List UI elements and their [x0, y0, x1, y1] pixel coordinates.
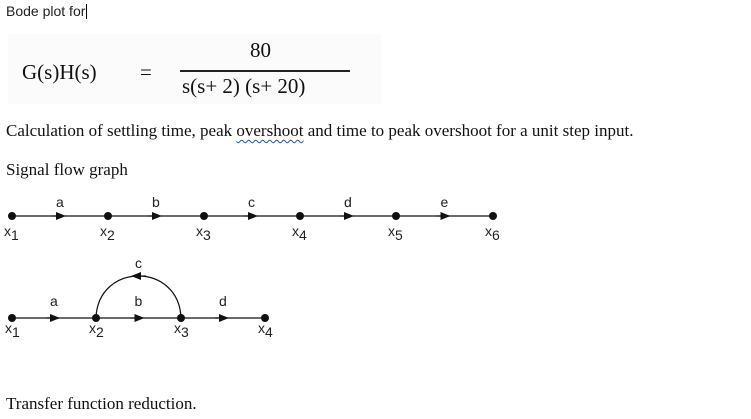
sfg-heading: Signal flow graph	[6, 160, 128, 179]
loop-label: c	[135, 255, 142, 271]
node-label: x3	[196, 223, 211, 243]
node-label: x1	[5, 320, 20, 340]
node-label: x3	[174, 320, 189, 340]
transfer-heading: Transfer function reduction.	[6, 394, 197, 413]
branch-label: d	[344, 194, 352, 210]
graph-node	[8, 212, 16, 220]
branch-label: e	[440, 194, 449, 210]
branch-label: d	[219, 293, 227, 309]
formula-lhs: G(s)H(s)	[22, 60, 97, 84]
formula-equals: =	[140, 60, 152, 84]
branch-label: b	[134, 293, 143, 309]
node-label: x2	[89, 320, 104, 340]
formula-denominator: s(s+ 2) (s+ 20)	[182, 74, 306, 98]
graph-node	[296, 212, 304, 220]
graph-node	[392, 212, 400, 220]
node-label: x4	[258, 320, 273, 340]
signal-flow-graph-1	[4, 194, 500, 243]
formula-numerator: 80	[250, 38, 271, 62]
graph-node	[104, 212, 112, 220]
graph-node	[200, 212, 208, 220]
calc-text-after: and time to peak overshoot for a unit step input.	[303, 121, 634, 140]
node-label: x5	[388, 223, 403, 243]
branch-label: c	[248, 194, 255, 210]
spellcheck-word[interactable]: overshoot	[236, 121, 304, 140]
branch-label: b	[152, 194, 160, 210]
node-label: x4	[292, 223, 307, 243]
node-label: x1	[4, 223, 19, 243]
calc-text-before: Calculation of settling time, peak	[6, 121, 237, 140]
node-label: x2	[100, 223, 115, 243]
header-text: Bode plot for	[6, 3, 86, 19]
node-label: x6	[485, 223, 500, 243]
signal-flow-graph-2	[5, 255, 273, 340]
branch-label: a	[50, 293, 58, 309]
graph-node	[489, 212, 497, 220]
branch-label: a	[56, 194, 64, 210]
